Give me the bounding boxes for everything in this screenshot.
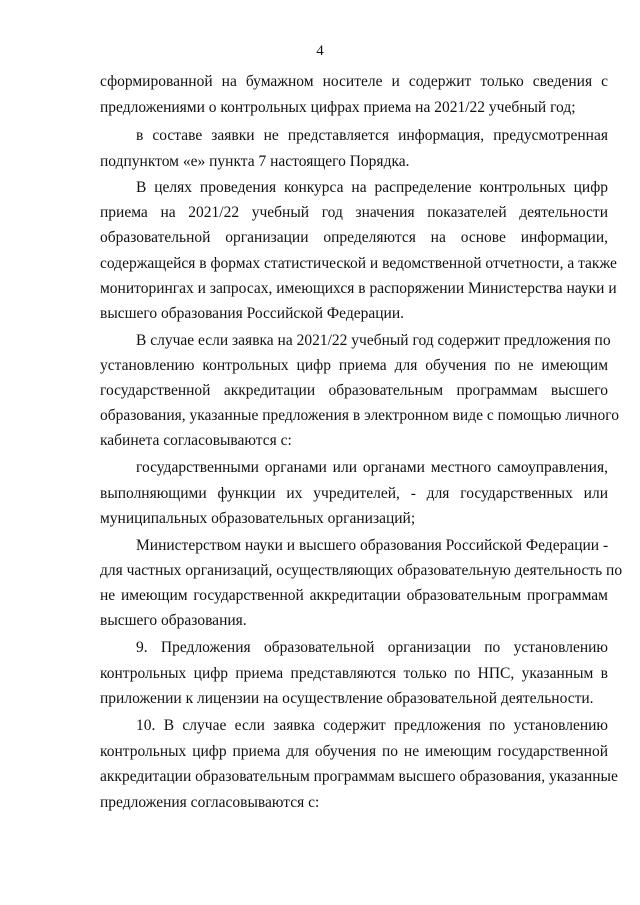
text-line: образовательной организации определяются на основе информации, bbox=[100, 229, 608, 246]
text-line: в составе заявки не представляется информация, предусмотренная bbox=[136, 127, 608, 144]
text-line: контрольных цифр приема представляются только по НПС, указанным в bbox=[100, 665, 608, 682]
text-line: сформированной на бумажном носителе и содержит только сведения с bbox=[100, 73, 608, 90]
text-line: не имеющим государственной аккредитации образовательным программам bbox=[100, 587, 608, 604]
text-line: муниципальных образовательных организаций; bbox=[100, 510, 416, 527]
text-line: контрольных цифр приема для обучения по не имеющим государственной bbox=[100, 743, 608, 760]
text-line: высшего образования. bbox=[100, 612, 247, 629]
text-line: государственными органами или органами местного самоуправления, bbox=[136, 459, 608, 476]
text-line: государственной аккредитации образовательным программам высшего bbox=[100, 382, 608, 399]
text-line: для частных организаций, осуществляющих образовательную деятельность по bbox=[100, 562, 623, 579]
text-line: образования, указанные предложения в электронном виде с помощью личного bbox=[100, 407, 619, 424]
text-line: аккредитации образовательным программам высшего образования, указанные bbox=[100, 768, 618, 785]
text-line: мониторингах и запросах, имеющихся в распоряжении Министерства науки и bbox=[100, 280, 617, 297]
text-line: В случае если заявка на 2021/22 учебный год содержит предложения по bbox=[136, 332, 611, 349]
text-line: приложении к лицензии на осуществление образовательной деятельности. bbox=[100, 690, 594, 707]
text-line: подпунктом «е» пункта 7 настоящего Порядка. bbox=[100, 153, 410, 170]
text-line: В целях проведения конкурса на распределение контрольных цифр bbox=[136, 179, 608, 196]
text-line: предложения согласовываются с: bbox=[100, 794, 320, 811]
text-line: кабинета согласовываются с: bbox=[100, 432, 292, 449]
text-line: установлению контрольных цифр приема для обучения по не имеющим bbox=[100, 357, 608, 374]
text-line: 10. В случае если заявка содержит предложения по установлению bbox=[136, 717, 608, 734]
text-line: высшего образования Российской Федерации. bbox=[100, 305, 404, 322]
text-line: содержащейся в формах статистической и ведомственной отчетности, а также bbox=[100, 255, 617, 272]
text-line: выполняющими функции их учредителей, - для государственных или bbox=[100, 485, 608, 502]
text-line: 9. Предложения образовательной организации по установлению bbox=[136, 639, 608, 656]
text-line: Министерством науки и высшего образования Российской Федерации - bbox=[136, 537, 609, 554]
text-line: предложениями о контрольных цифрах приема на 2021/22 учебный год; bbox=[100, 99, 576, 116]
page-number: 4 bbox=[316, 43, 324, 59]
text-line: приема на 2021/22 учебный год значения показателей деятельности bbox=[100, 204, 608, 221]
